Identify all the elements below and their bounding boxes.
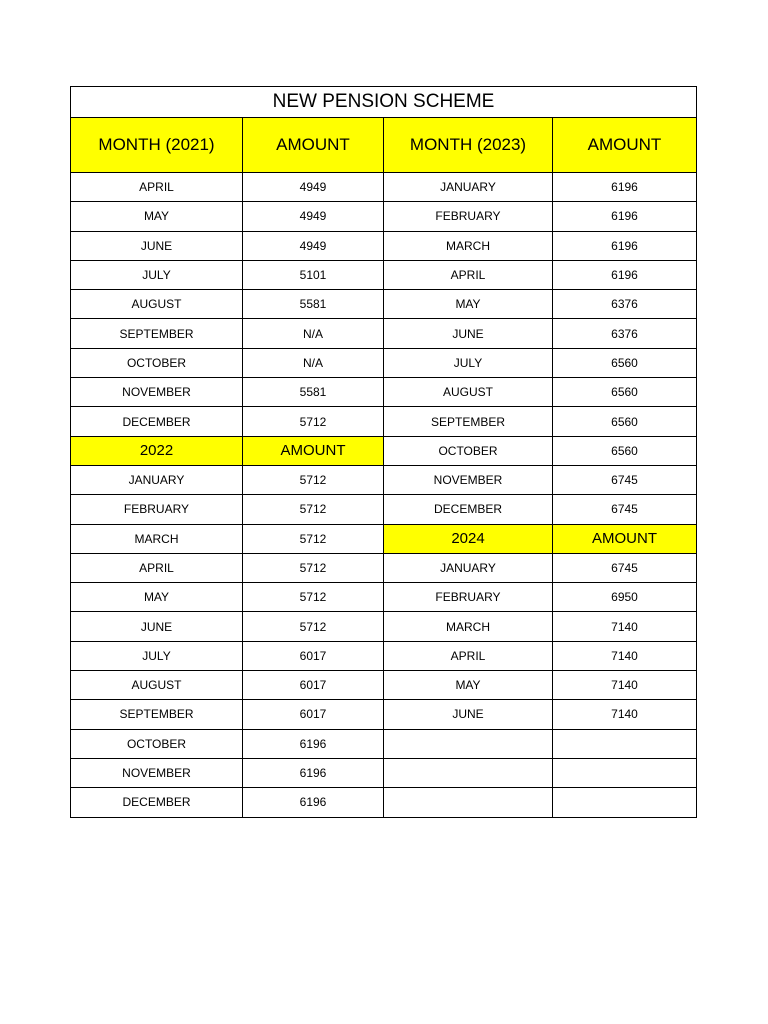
- cell-month-left: DECEMBER: [71, 788, 243, 817]
- table-row: [71, 671, 697, 700]
- cell-amount-right: 6560: [553, 348, 697, 377]
- cell-month-left: AUGUST: [71, 290, 243, 319]
- table-row: [71, 583, 697, 612]
- cell-amount-left: 4949: [243, 231, 384, 260]
- cell-month-left: APRIL: [71, 553, 243, 582]
- cell-month-right: SEPTEMBER: [384, 407, 553, 436]
- table-row: [71, 348, 697, 377]
- header-month-2023: MONTH (2023): [384, 118, 553, 173]
- cell-month-right: MAY: [384, 290, 553, 319]
- cell-month-right: APRIL: [384, 641, 553, 670]
- cell-amount-right: 7140: [553, 700, 697, 729]
- table-row: [71, 524, 697, 553]
- table-row: [71, 700, 697, 729]
- cell-month-left: NOVEMBER: [71, 758, 243, 787]
- section-header-cell: 2024: [384, 524, 553, 553]
- cell-month-left: APRIL: [71, 173, 243, 202]
- cell-amount-right: [553, 729, 697, 758]
- cell-amount-left: N/A: [243, 348, 384, 377]
- cell-amount-left: 6017: [243, 700, 384, 729]
- table-row: [71, 378, 697, 407]
- cell-month-right: DECEMBER: [384, 495, 553, 524]
- cell-month-right: AUGUST: [384, 378, 553, 407]
- table-row: [71, 729, 697, 758]
- cell-amount-left: 5712: [243, 612, 384, 641]
- cell-amount-left: 5101: [243, 260, 384, 289]
- cell-month-left: FEBRUARY: [71, 495, 243, 524]
- table-row: [71, 319, 697, 348]
- table-row: [71, 231, 697, 260]
- cell-amount-left: 6196: [243, 788, 384, 817]
- cell-amount-right: 6950: [553, 583, 697, 612]
- cell-amount-right: 7140: [553, 641, 697, 670]
- table-row: [71, 260, 697, 289]
- cell-month-right: FEBRUARY: [384, 202, 553, 231]
- cell-month-left: JUNE: [71, 612, 243, 641]
- cell-amount-left: 6196: [243, 729, 384, 758]
- table-row: [71, 758, 697, 787]
- cell-month-left: JULY: [71, 641, 243, 670]
- cell-amount-right: 6560: [553, 378, 697, 407]
- cell-month-right: MARCH: [384, 612, 553, 641]
- cell-amount-left: 5712: [243, 407, 384, 436]
- cell-month-left: MAY: [71, 583, 243, 612]
- table-title: NEW PENSION SCHEME: [71, 87, 697, 118]
- header-amount-2023: AMOUNT: [553, 118, 697, 173]
- table-row: [71, 465, 697, 494]
- header-amount-2021: AMOUNT: [243, 118, 384, 173]
- cell-amount-right: 6196: [553, 231, 697, 260]
- cell-amount-right: 6745: [553, 465, 697, 494]
- cell-month-right: [384, 729, 553, 758]
- cell-month-right: JUNE: [384, 700, 553, 729]
- cell-amount-left: 5712: [243, 524, 384, 553]
- cell-amount-left: 4949: [243, 173, 384, 202]
- cell-amount-right: 6196: [553, 260, 697, 289]
- pension-table: [70, 86, 697, 818]
- cell-month-right: APRIL: [384, 260, 553, 289]
- cell-amount-left: 6017: [243, 641, 384, 670]
- cell-month-left: MARCH: [71, 524, 243, 553]
- table-row: [71, 407, 697, 436]
- cell-amount-right: [553, 758, 697, 787]
- cell-month-right: MAY: [384, 671, 553, 700]
- cell-month-left: SEPTEMBER: [71, 319, 243, 348]
- table-row: [71, 436, 697, 465]
- cell-amount-right: 6560: [553, 407, 697, 436]
- cell-month-right: JANUARY: [384, 173, 553, 202]
- cell-amount-right: 6376: [553, 319, 697, 348]
- cell-amount-left: N/A: [243, 319, 384, 348]
- cell-amount-left: 6196: [243, 758, 384, 787]
- cell-month-left: MAY: [71, 202, 243, 231]
- cell-amount-left: 5712: [243, 495, 384, 524]
- cell-amount-right: [553, 788, 697, 817]
- cell-amount-right: 6745: [553, 495, 697, 524]
- cell-amount-right: 6376: [553, 290, 697, 319]
- cell-amount-left: 5581: [243, 290, 384, 319]
- section-header-cell: 2022: [71, 436, 243, 465]
- cell-amount-right: 7140: [553, 612, 697, 641]
- cell-month-left: AUGUST: [71, 671, 243, 700]
- cell-amount-right: 6196: [553, 173, 697, 202]
- cell-month-right: JANUARY: [384, 553, 553, 582]
- cell-month-right: FEBRUARY: [384, 583, 553, 612]
- table-row: [71, 290, 697, 319]
- table-row: [71, 202, 697, 231]
- table-row: [71, 612, 697, 641]
- cell-amount-right: 6196: [553, 202, 697, 231]
- table-row: [71, 553, 697, 582]
- table-row: [71, 495, 697, 524]
- cell-month-left: JANUARY: [71, 465, 243, 494]
- cell-amount-left: 6017: [243, 671, 384, 700]
- cell-month-right: JULY: [384, 348, 553, 377]
- cell-month-left: OCTOBER: [71, 729, 243, 758]
- cell-month-right: [384, 788, 553, 817]
- cell-month-left: NOVEMBER: [71, 378, 243, 407]
- cell-amount-right: 6560: [553, 436, 697, 465]
- cell-month-left: OCTOBER: [71, 348, 243, 377]
- cell-month-right: JUNE: [384, 319, 553, 348]
- cell-month-left: JUNE: [71, 231, 243, 260]
- cell-month-left: SEPTEMBER: [71, 700, 243, 729]
- cell-amount-left: 5712: [243, 583, 384, 612]
- table-row: [71, 641, 697, 670]
- cell-amount-left: 5712: [243, 465, 384, 494]
- cell-month-right: OCTOBER: [384, 436, 553, 465]
- cell-amount-left: 5712: [243, 553, 384, 582]
- table-row: [71, 173, 697, 202]
- cell-month-left: JULY: [71, 260, 243, 289]
- section-header-cell: AMOUNT: [553, 524, 697, 553]
- cell-month-right: NOVEMBER: [384, 465, 553, 494]
- table-row: [71, 788, 697, 817]
- section-header-cell: AMOUNT: [243, 436, 384, 465]
- cell-month-left: DECEMBER: [71, 407, 243, 436]
- cell-amount-right: 6745: [553, 553, 697, 582]
- cell-amount-left: 5581: [243, 378, 384, 407]
- cell-month-right: MARCH: [384, 231, 553, 260]
- cell-month-right: [384, 758, 553, 787]
- cell-amount-right: 7140: [553, 671, 697, 700]
- cell-amount-left: 4949: [243, 202, 384, 231]
- header-month-2021: MONTH (2021): [71, 118, 243, 173]
